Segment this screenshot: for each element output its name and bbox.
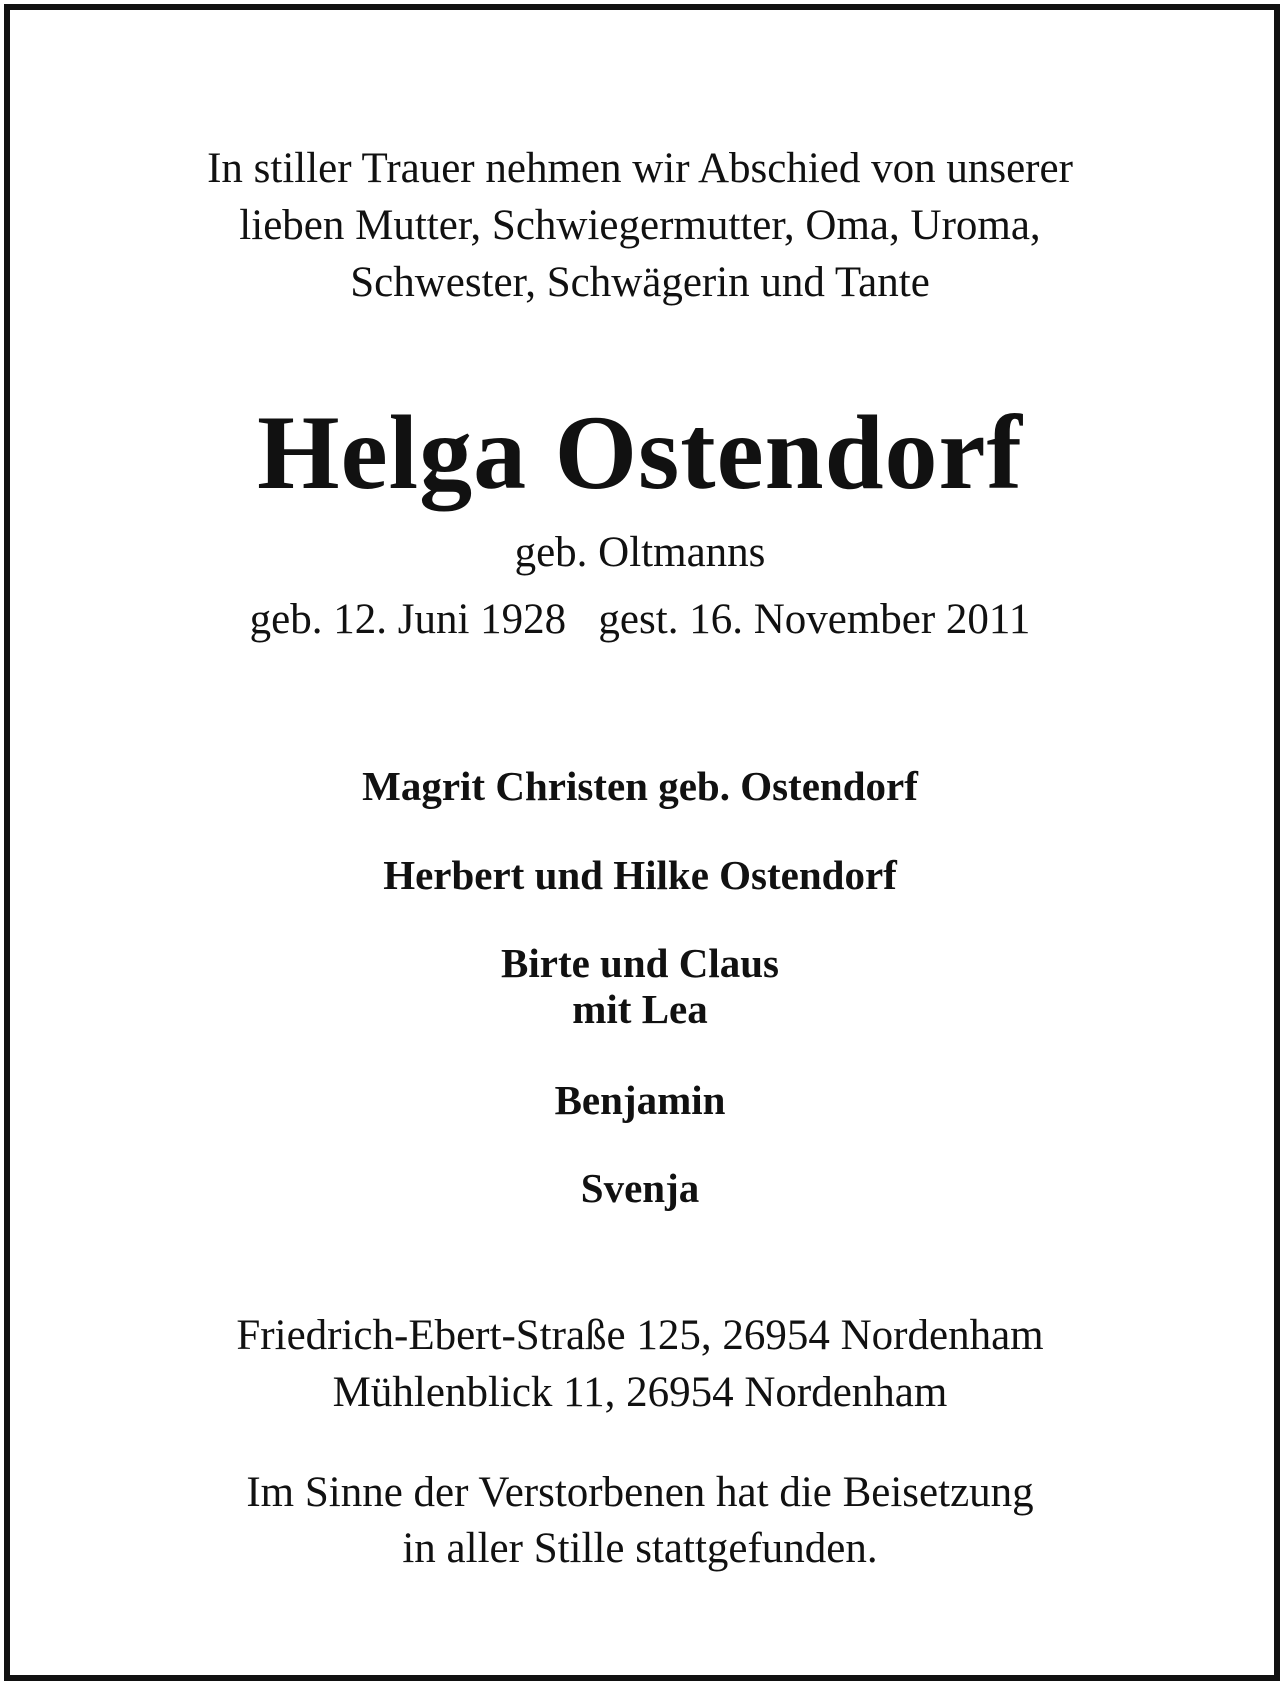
mourner-line-1: Magrit Christen geb. Ostendorf xyxy=(362,763,918,809)
intro-line-2: lieben Mutter, Schwiegermutter, Oma, Uroma, xyxy=(239,202,1041,249)
intro-text xyxy=(0,140,1280,311)
note-line-1: Im Sinne der Verstorbenen hat die Beisetzung xyxy=(246,1469,1034,1516)
addresses xyxy=(0,1307,1280,1421)
life-dates xyxy=(0,594,1280,646)
birth-date: geb. 12. Juni 1928 xyxy=(249,596,567,643)
mourner-line-2: Herbert und Hilke Ostendorf xyxy=(383,852,897,898)
note-line-2: in aller Stille stattgefunden. xyxy=(402,1525,878,1572)
maiden-name: geb. Oltmanns xyxy=(514,529,766,576)
address-line-2: Mühlenblick 11, 26954 Nordenham xyxy=(332,1369,948,1416)
death-date: gest. 16. November 2011 xyxy=(598,596,1031,643)
funeral-note xyxy=(0,1465,1280,1577)
mourner-line-4: Benjamin xyxy=(554,1077,726,1123)
mourner-line-3a: Birte und Claus xyxy=(501,940,779,986)
intro-line-1: In stiller Trauer nehmen wir Abschied von unserer xyxy=(207,145,1073,192)
mourner-line-3 xyxy=(0,940,1280,1032)
deceased-name: Helga Ostendorf xyxy=(257,394,1023,511)
mourner-line-3b: mit Lea xyxy=(572,986,708,1032)
intro-line-3: Schwester, Schwägerin und Tante xyxy=(350,259,930,306)
address-line-1: Friedrich-Ebert-Straße 125, 26954 Nordenham xyxy=(236,1312,1044,1359)
mourner-line-5: Svenja xyxy=(580,1165,700,1211)
